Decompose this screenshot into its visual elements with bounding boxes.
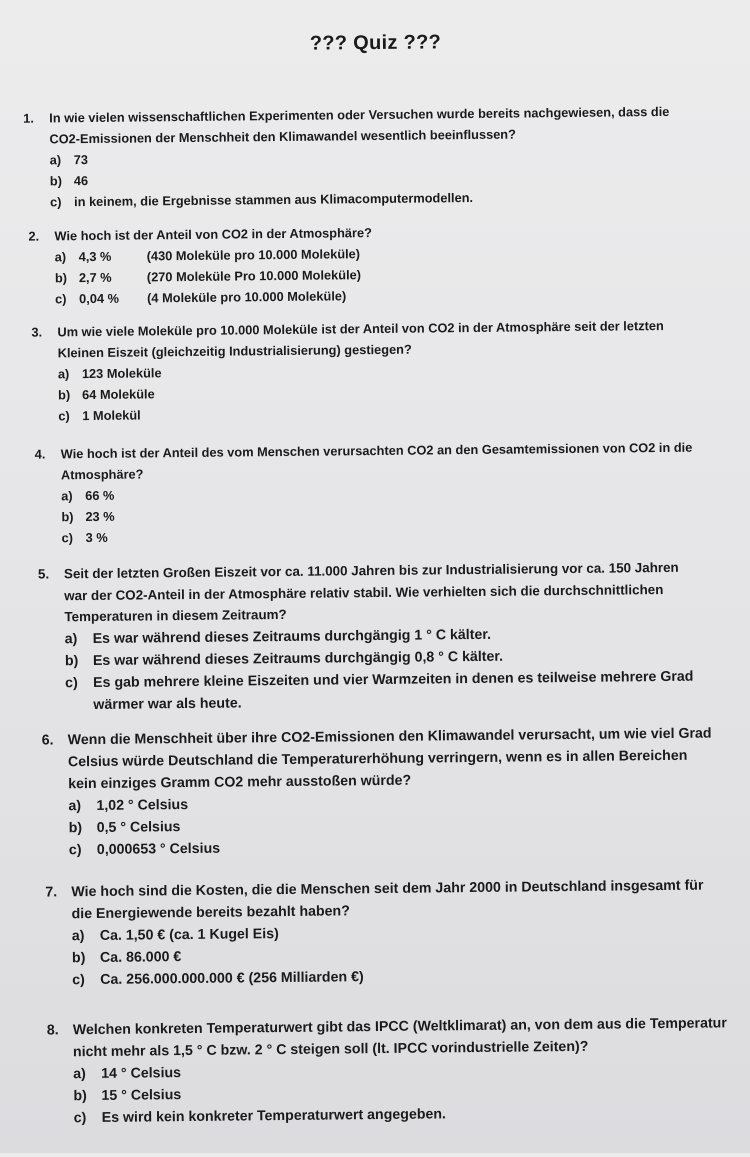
option-letter: c) [61, 530, 74, 546]
option-letter: c) [73, 1110, 87, 1127]
option-letter: b) [61, 509, 74, 525]
answer-options [73, 1056, 730, 1129]
option-text: Es war während dieses Zeitraums durchgängig 0,8 ° C kälter. [92, 648, 504, 669]
option-letter: b) [71, 950, 86, 967]
question-text: Wie hoch ist der Anteil von CO2 in der Atmosphäre? [54, 225, 372, 244]
option-letter: b) [54, 270, 68, 286]
question-number: 3. [31, 324, 43, 340]
option-text: Ca. 1,50 € (ca. 1 Kugel Eis) [99, 926, 279, 944]
option-letter: a) [57, 366, 70, 382]
option-letter: a) [54, 249, 67, 265]
question-text: Wenn die Menschheit über ihre CO2-Emissionen den Klimawandel verursacht, um wie viel Grad Celsius würde Deutschland die Temperaturerhöhung verringern, wenn es in allen Bereichen kein einziges Gramm CO2 mehr ausstoßen würde? [67, 725, 712, 793]
answer-options [61, 479, 702, 549]
option-note: (4 Moleküle pro 10.000 Moleküle) [147, 288, 347, 306]
question-text: Um wie viele Moleküle pro 10.000 Moleküle ist der Anteil von CO2 in der Atmosphäre seit der letzten Kleinen Eiszeit (gleichzeitig Industrialisierung) gestiegen? [57, 317, 664, 361]
question-7 [45, 874, 722, 991]
option-letter: c) [58, 408, 70, 424]
option-text: 23 % [85, 508, 115, 525]
option-note: (270 Moleküle Pro 10.000 Moleküle) [146, 267, 362, 285]
question-4 [34, 437, 702, 549]
question-3 [31, 315, 688, 427]
option-letter: a) [49, 152, 62, 168]
answer-options [55, 240, 686, 310]
option-text: Ca. 86.000 € [99, 949, 182, 966]
question-number: 4. [34, 446, 46, 462]
question-5 [37, 557, 706, 716]
option-text: Es war während dieses Zeitraums durchgängig 1 ° C kälter. [92, 626, 492, 647]
question-number: 6. [41, 732, 54, 749]
option-letter: a) [68, 798, 82, 815]
option-text: in keinem, die Ergebnisse stammen aus Klimacomputermodellen. [74, 189, 474, 210]
option-text: 73 [73, 152, 88, 168]
page-title: ??? Quiz ??? [309, 31, 442, 55]
option-text: 1,02 ° Celsius [96, 797, 189, 814]
option-text: 66 % [85, 487, 115, 504]
option-text: 123 Moleküle [81, 365, 162, 382]
question-text: Wie hoch sind die Kosten, die die Menschen seit dem Jahr 2000 in Deutschland insgesamt für die Energiewende bereits bezahlt haben? [71, 877, 704, 923]
question-text: In wie vielen wissenschaftlichen Experimenten oder Versuchen wurde bereits nachgewiesen, dass die CO2-Emissionen der Menschheit den Klimawandel wesentlich beeinflussen? [49, 103, 670, 147]
question-2 [28, 219, 685, 310]
answer-options [50, 143, 681, 213]
option-letter: c) [72, 972, 85, 989]
option-text: 0,000653 ° Celsius [96, 840, 221, 858]
option-letter: b) [64, 652, 79, 669]
option-text: 1 Molekül [82, 407, 141, 424]
option-letter: b) [73, 1088, 87, 1105]
option-text: 15 ° Celsius [101, 1087, 182, 1104]
option-text: Es gab mehrere kleine Eiszeiten und vier Warmzeiten in denen es teilweise mehrere Grad wärmer war als heute. [93, 668, 694, 713]
option-letter: a) [61, 488, 73, 504]
option-text: 46 [73, 173, 89, 189]
option-text: 2,7 % [78, 269, 112, 286]
answer-options [68, 789, 713, 862]
option-letter: a) [64, 630, 78, 647]
option-text: 4,3 % [78, 248, 112, 265]
option-letter: c) [68, 842, 82, 859]
question-number: 2. [28, 228, 40, 244]
question-number: 1. [23, 110, 34, 126]
question-text: Welchen konkreten Temperaturwert gibt das IPCC (Weltklimarat) an, von dem aus die Temperatur nicht mehr als 1,5 ° C bzw. 2 ° C steigen soll (lt. IPCC vorindustrielle Zeiten)? [72, 1015, 727, 1061]
answer-options [58, 357, 689, 427]
question-6 [41, 723, 713, 862]
question-text: Seit der letzten Großen Eiszeit vor ca. 11.000 Jahren bis zur Industrialisierung vor ca. 150 Jahren war der CO2-Anteil in der Atmosphäre relativ stabil. Wie verhielten sich die durchschnittlichen Temperaturen in diesem Zeitraum? [63, 559, 679, 625]
option-letter: a) [71, 928, 85, 945]
option-text: 14 ° Celsius [101, 1065, 182, 1082]
option-text: 3 % [85, 529, 108, 546]
question-number: 5. [37, 566, 50, 582]
option-letter: b) [58, 387, 71, 403]
question-number: 8. [46, 1022, 59, 1039]
option-note: (430 Moleküle pro 10.000 Moleküle) [146, 246, 361, 264]
question-1 [23, 101, 680, 213]
option-letter: c) [50, 194, 62, 210]
option-text: 0,04 % [79, 290, 120, 307]
answer-options [72, 918, 723, 991]
option-text: 64 Moleküle [82, 386, 155, 403]
option-letter: b) [49, 173, 63, 189]
question-text: Wie hoch ist der Anteil des vom Menschen verursachten CO2 an den Gesamtemissionen von CO2 in die Atmosphäre? [60, 439, 693, 483]
option-text: 0,5 ° Celsius [96, 819, 181, 836]
question-8 [46, 1012, 730, 1129]
option-text: Ca. 256.000.000.000 € (256 Milliarden €) [100, 969, 364, 988]
option-letter: b) [68, 820, 83, 837]
option-c [65, 665, 705, 716]
option-letter: c) [55, 291, 67, 307]
option-letter: c) [65, 674, 78, 691]
answer-options [65, 621, 706, 716]
option-text: Es wird kein konkreter Temperaturwert angegeben. [101, 1106, 447, 1126]
question-number: 7. [45, 884, 58, 901]
option-letter: a) [73, 1066, 86, 1083]
